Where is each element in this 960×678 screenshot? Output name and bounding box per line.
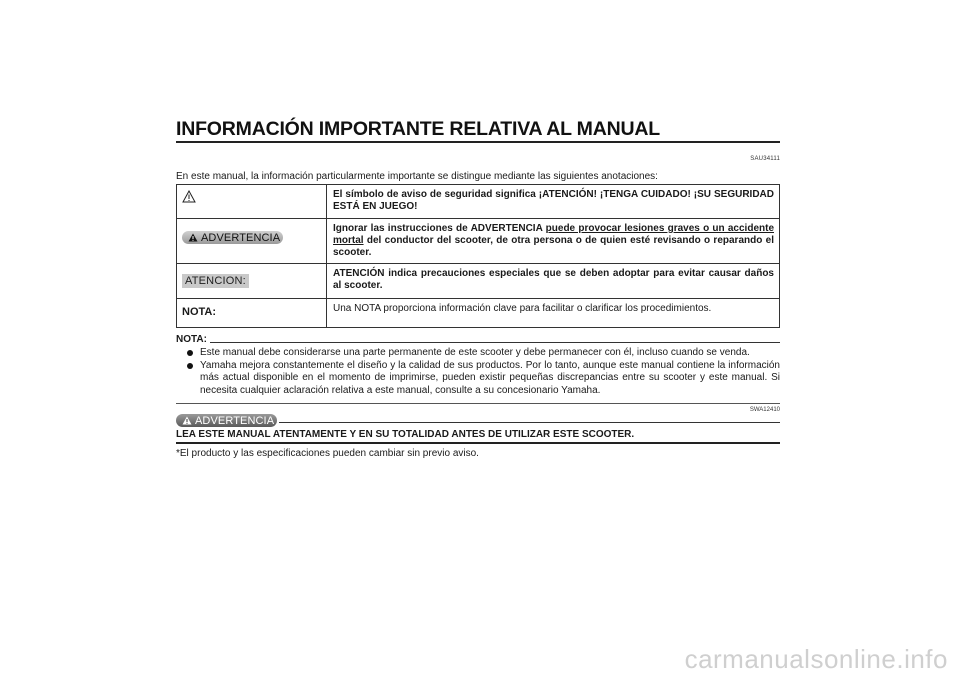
list-item xyxy=(176,360,780,398)
legend-row-nota xyxy=(177,299,780,328)
nota-section xyxy=(176,334,780,397)
page-title: INFORMACIÓN IMPORTANTE RELATIVA AL MANUAL xyxy=(176,118,780,143)
legend-row-atencion xyxy=(177,264,780,299)
nota-label: NOTA: xyxy=(182,306,217,318)
warning-text: LEA ESTE MANUAL ATENTAMENTE Y EN SU TOTALIDAD ANTES DE UTILIZAR ESTE SCOOTER. xyxy=(176,429,780,444)
advertencia-badge-label: ADVERTENCIA xyxy=(195,414,275,427)
atencion-badge: ATENCION: xyxy=(182,274,249,288)
advertencia-text-underlined: puede provocar lesiones graves o un accidente mortal xyxy=(333,223,774,246)
advertencia-badge xyxy=(182,231,283,244)
legend-row-safety-symbol xyxy=(177,185,780,219)
warning-triangle-icon xyxy=(182,188,321,207)
annotation-legend-table xyxy=(176,184,780,328)
intro-text: En este manual, la información particularmente importante se distingue mediante las siguientes anotaciones: xyxy=(176,171,658,182)
footnote: *El producto y las especificaciones pueden cambiar sin previo aviso. xyxy=(176,448,479,459)
warning-triangle-icon xyxy=(188,233,198,242)
advertencia-text-part: Ignorar las instrucciones de ADVERTENCIA xyxy=(333,223,546,234)
legend-safety-symbol-text: El símbolo de aviso de seguridad significa ¡ATENCIÓN! ¡TENGA CUIDADO! ¡SU SEGURIDAD ESTÁ EN JUEGO! xyxy=(327,185,780,219)
warning-triangle-icon xyxy=(182,416,192,425)
nota-list xyxy=(176,347,780,397)
advertencia-badge xyxy=(176,414,277,427)
divider xyxy=(210,342,780,343)
warning-code: SWA12410 xyxy=(749,407,780,413)
advertencia-text-part: del conductor del scooter, de otra persona o de quien esté revisando o reparando el scooter. xyxy=(333,235,774,258)
legend-nota-text: Una NOTA proporciona información clave para facilitar o clarificar los procedimientos. xyxy=(327,299,780,328)
divider xyxy=(176,403,780,404)
list-item-text: Este manual debe considerarse una parte permanente de este scooter y debe permanecer con él, incluso cuando se venda. xyxy=(200,347,750,358)
manual-page xyxy=(176,118,780,459)
divider xyxy=(279,422,780,423)
nota-heading: NOTA: xyxy=(176,334,207,345)
bullet-icon xyxy=(187,363,193,369)
legend-advertencia-text xyxy=(327,219,780,264)
advertencia-badge-label: ADVERTENCIA xyxy=(201,231,281,244)
list-item xyxy=(176,347,780,360)
bullet-icon xyxy=(187,350,193,356)
list-item-text: Yamaha mejora constantemente el diseño y la calidad de sus productos. Por lo tanto, aunque este manual contiene la información más actual disponible en el momento de imprimirse, pueden existir pequeñas discrepancias entre su scooter y este manual. Si necesita cualquier aclaración relativa a este manual, consulte a su concesionario Yamaha. xyxy=(200,359,780,396)
legend-row-advertencia xyxy=(177,219,780,264)
legend-atencion-text: ATENCIÓN indica precauciones especiales que se deben adoptar para evitar causar daños al scooter. xyxy=(327,264,780,299)
watermark: carmanualsonline.info xyxy=(684,644,948,674)
section-code: SAU34111 xyxy=(750,156,780,162)
